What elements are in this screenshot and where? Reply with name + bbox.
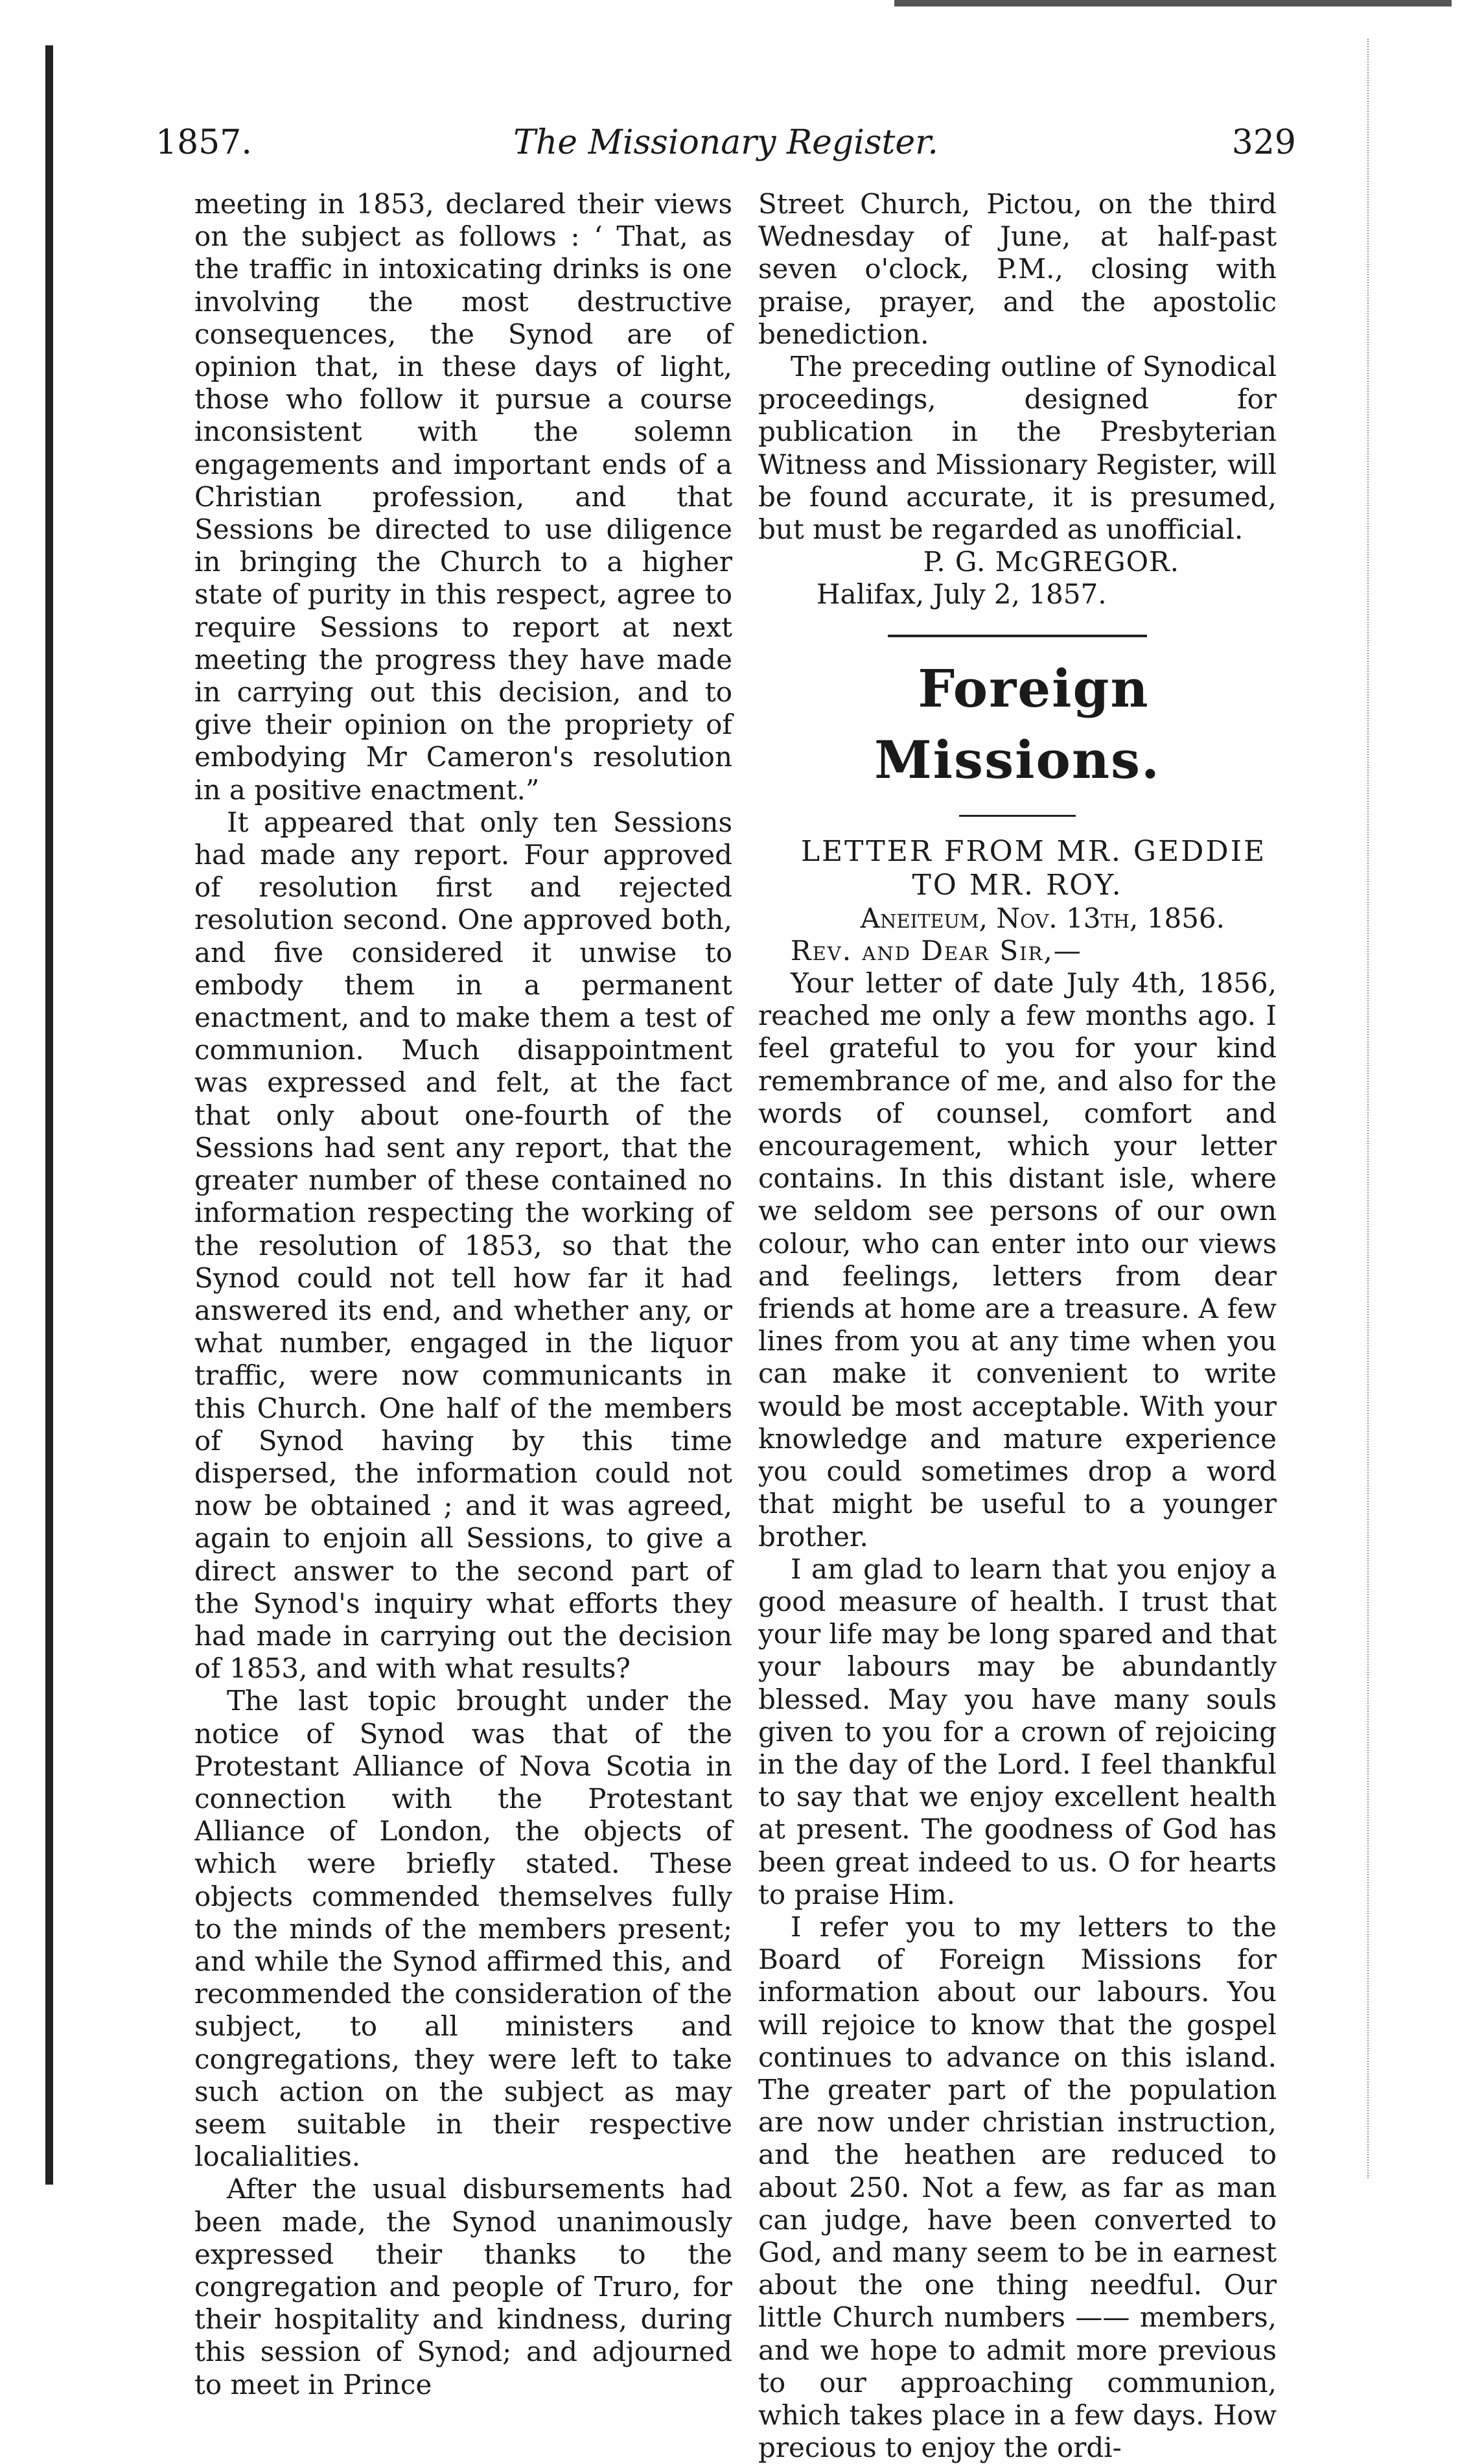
letter-salutation: Rev. and Dear Sir,—	[791, 934, 1082, 967]
page-top-edge	[894, 0, 1452, 6]
paragraph: Your letter of date July 4th, 1856, reached me only a few months ago. I feel grateful to you for your kind remembrance of me, and also for the words of counsel, comfort and encouragement, which your letter contains. In this distant isle, where we seldom see persons of our own colour, who can enter into our views and feelings, letters from dear friends at home are a treasure. A few lines from you at any time when you can make it convenient to write would be most acceptable. With your knowledge and mature experience you could sometimes drop a word that might be useful to a younger brother.	[758, 967, 1277, 1553]
signature: P. G. McGREGOR.	[923, 546, 1179, 578]
heading-divider	[959, 815, 1076, 817]
running-header	[156, 117, 1296, 182]
paragraph: After the usual disbursements had been made, the Synod unanimously expressed their thanks to the congregation and people of Truro, for their hospitality and kindness, during this session of Synod; and adjourned to meet in Prince	[194, 2173, 732, 2400]
place-date: Halifax, July 2, 1857.	[817, 578, 1107, 611]
paragraph: It appeared that only ten Sessions had made any report. Four approved of resolution first and rejected resolution second. One approved both, and five considered it unwise to embody them in a permanent enactment, and to make them a test of communion. Much disappointment was expressed and felt, at the fact that only about one-fourth of the Sessions had sent any report, that the greater number of these contained no information respecting the working of the resolution of 1853, so that the Synod could not tell how far it had answered its end, and whether any, or what number, engaged in the liquor traffic, were now communicants in this Church. One half of the members of Synod having by this time dispersed, the information could not now be obtained ; and it was agreed, again to enjoin all Sessions, to give a direct answer to the second part of the Synod's inquiry what efforts they had made in carrying out the decision of 1853, and with what results?	[194, 806, 732, 1685]
header-title: The Missionary Register.	[513, 123, 938, 162]
page-number: 329	[1231, 123, 1296, 162]
letter-heading: LETTER FROM MR. GEDDIE TO MR. ROY.	[800, 834, 1267, 902]
paragraph: meeting in 1853, declared their views on the subject as follows : ‘ That, as the traffic in intoxicating drinks is one involving the most destructive consequences, the Synod are of opinion that, in these days of light, those who follow it pursue a course inconsistent with the solemn engagements and important ends of a Christian profession, and that Sessions be directed to use diligence in bringing the Church to a higher state of purity in this respect, agree to require Sessions to report at next meeting the progress they have made in carrying out this decision, and to give their opinion on the propriety of embodying Mr Cameron's resolution in a positive enactment.”	[194, 188, 732, 806]
letter-dateline: Aneiteum, Nov. 13th, 1856.	[860, 902, 1225, 934]
paragraph: I refer you to my letters to the Board of Foreign Missions for information about our labours. You will rejoice to know that the gospel continues to advance on this island. The greater part of the population are now under christian instruction, and the heathen are reduced to about 250. Not a few, as far as man can judge, have been converted to God, and many seem to be in earnest about the one thing needful. Our little Church numbers —— members, and we hope to admit more previous to our approaching communion, which takes place in a few days. How precious to enjoy the ordi-	[758, 1910, 1277, 2464]
page-edge-shadow	[45, 45, 53, 2185]
paragraph: The preceding outline of Synodical proceedings, designed for publication in the Presbyterian Witness and Missionary Register, will be found accurate, it is presumed, but must be regarded as unofficial.	[758, 351, 1277, 546]
left-column	[194, 188, 732, 2401]
section-heading: Foreign Missions.	[874, 657, 1161, 790]
section-divider	[888, 635, 1147, 637]
paragraph: The last topic brought under the notice of Synod was that of the Protestant Alliance of Nova Scotia in connection with the Protestant Alliance of London, the objects of which were briefly stated. These objects commended themselves fully to the minds of the members present; and while the Synod affirmed this, and recommended the consideration of the subject, to all ministers and congregations, they were left to take such action on the subject as may seem suitable in their respective localialities.	[194, 1685, 732, 2173]
paragraph-continuation: Street Church, Pictou, on the third Wednesday of June, at half-past seven o'clock, P.M., closing with praise, prayer, and the apostolic benediction.	[758, 188, 1277, 350]
paragraph: I am glad to learn that you enjoy a good measure of health. I trust that your life may be long spared and that your labours may be abundantly blessed. May you have many souls given to you for a crown of rejoicing in the day of the Lord. I feel thankful to say that we enjoy excellent health at present. The goodness of God has been great indeed to us. O for hearts to praise Him.	[758, 1553, 1277, 1910]
scan-margin-noise	[1367, 39, 1433, 2178]
header-year: 1857.	[156, 123, 252, 162]
right-column	[758, 188, 1277, 2464]
